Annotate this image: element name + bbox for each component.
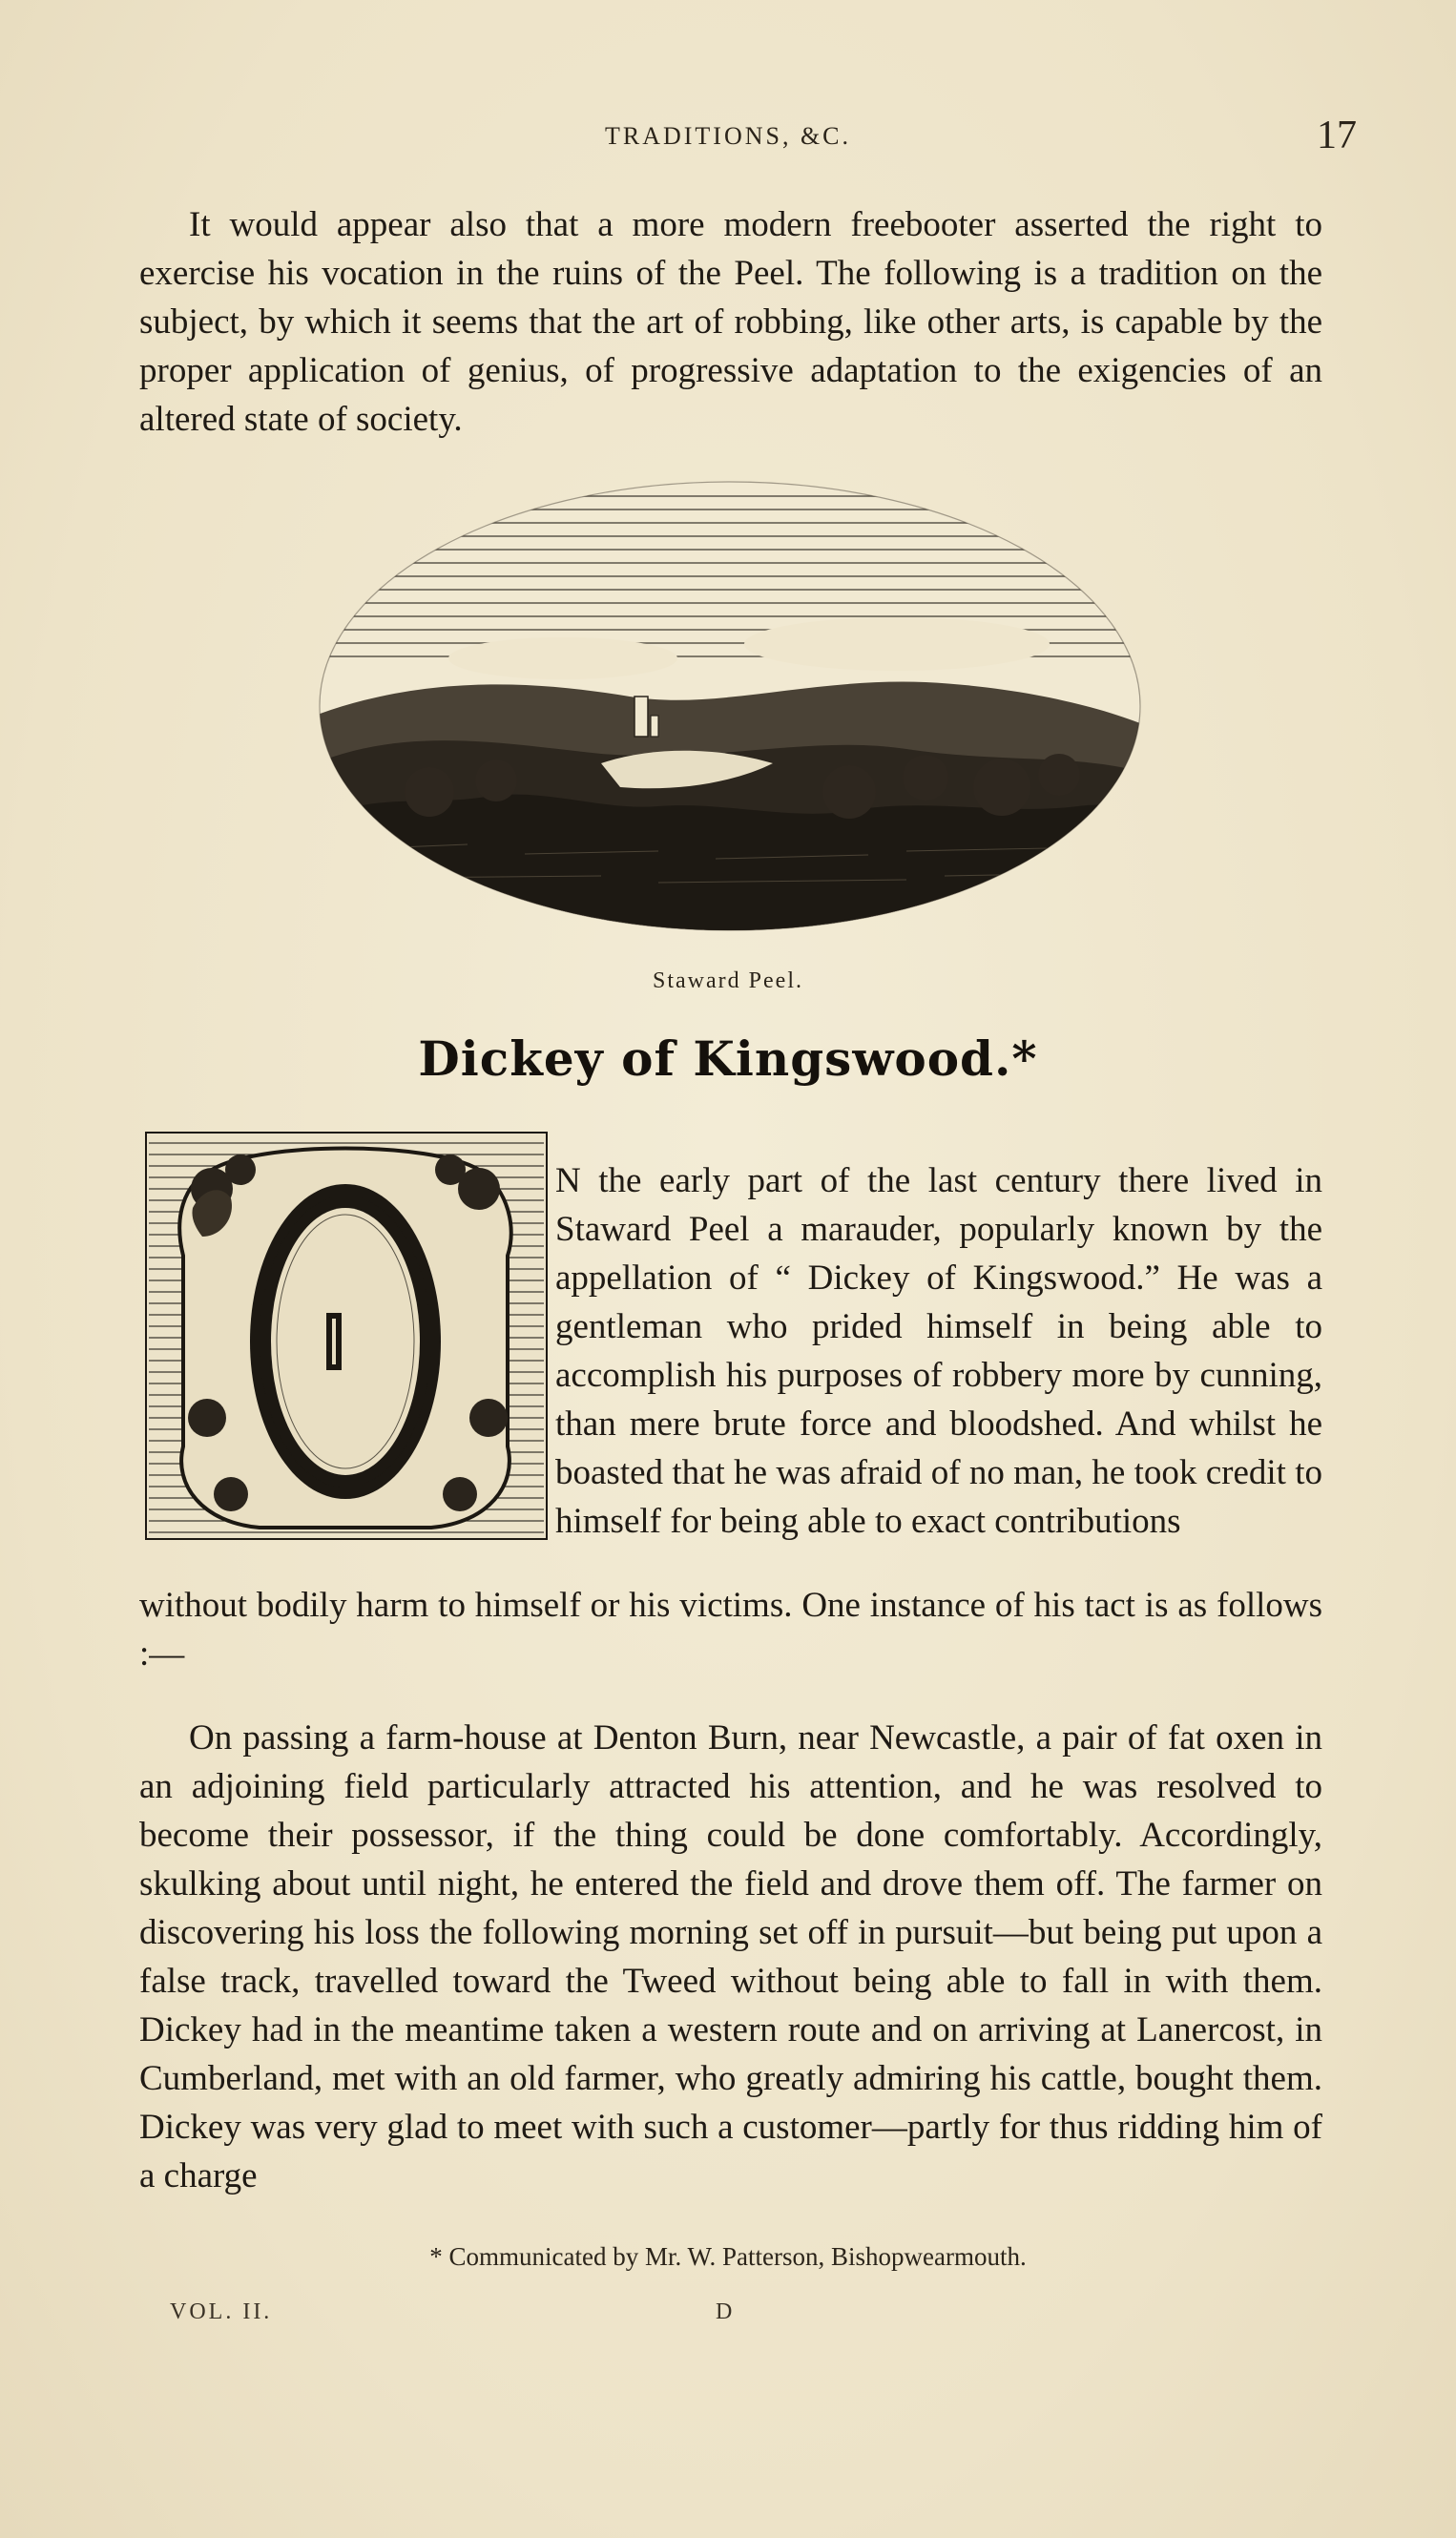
- page-number: 17: [1317, 114, 1357, 157]
- volume-signature: VOL. II.: [170, 2299, 273, 2324]
- story-title: Dickey of Kingswood.*: [418, 1030, 1038, 1087]
- illustration-caption: Staward Peel.: [653, 968, 803, 993]
- intro-text: It would appear also that a more modern freebooter asserted the right to exercise his vocation in the ruins of the Peel. The following is a tradition on the subject, by which it seems that the art of robbing, like other arts, is capable by the proper application of genius, of progressive adaptation to the exigencies of an altered state of society.: [139, 205, 1322, 439]
- signature-mark: D: [716, 2299, 733, 2324]
- story-body: [139, 1121, 1322, 2236]
- story-continuation: without bodily harm to himself or his victims. One instance of his tact is as follows :—: [139, 1586, 1322, 1674]
- intro-paragraph: [139, 200, 1322, 444]
- running-title: TRADITIONS, &C.: [604, 122, 852, 150]
- story-paragraph-2: On passing a farm-house at Denton Burn, near Newcastle, a pair of fat oxen in an adjoining field particularly attracted his attention, and he was resolved to become their possessor, if the thing could be done comfortably. Accordingly, skulking about until night, he entered the field and drove them off. The farmer on discovering his loss the following morning set off in pursuit—but being put upon a false track, travelled toward the Tweed without being able to fall in with them. Dickey had in the meantime taken a western route and on arriving at Lanercost, in Cumberland, met with an old farmer, who greatly admiring his cattle, bought them. Dickey was very glad to meet with such a customer—partly for thus ridding him of a charge: [139, 1718, 1322, 2195]
- story-opening: N the early part of the last century there lived in Staward Peel a marauder, popularly known by the appellation of “ Dickey of Kingswood.” He was a gentleman who prided himself in being able to accomplish his purposes of robbery more by cunning, than mere brute force and bloodshed. And whilst he boasted that he was afraid of no man, he took credit to himself for being able to exact contributions: [555, 1161, 1322, 1541]
- staward-peel-engraving: [315, 477, 1145, 935]
- footnote: * Communicated by Mr. W. Patterson, Bishopwearmouth.: [429, 2242, 1027, 2271]
